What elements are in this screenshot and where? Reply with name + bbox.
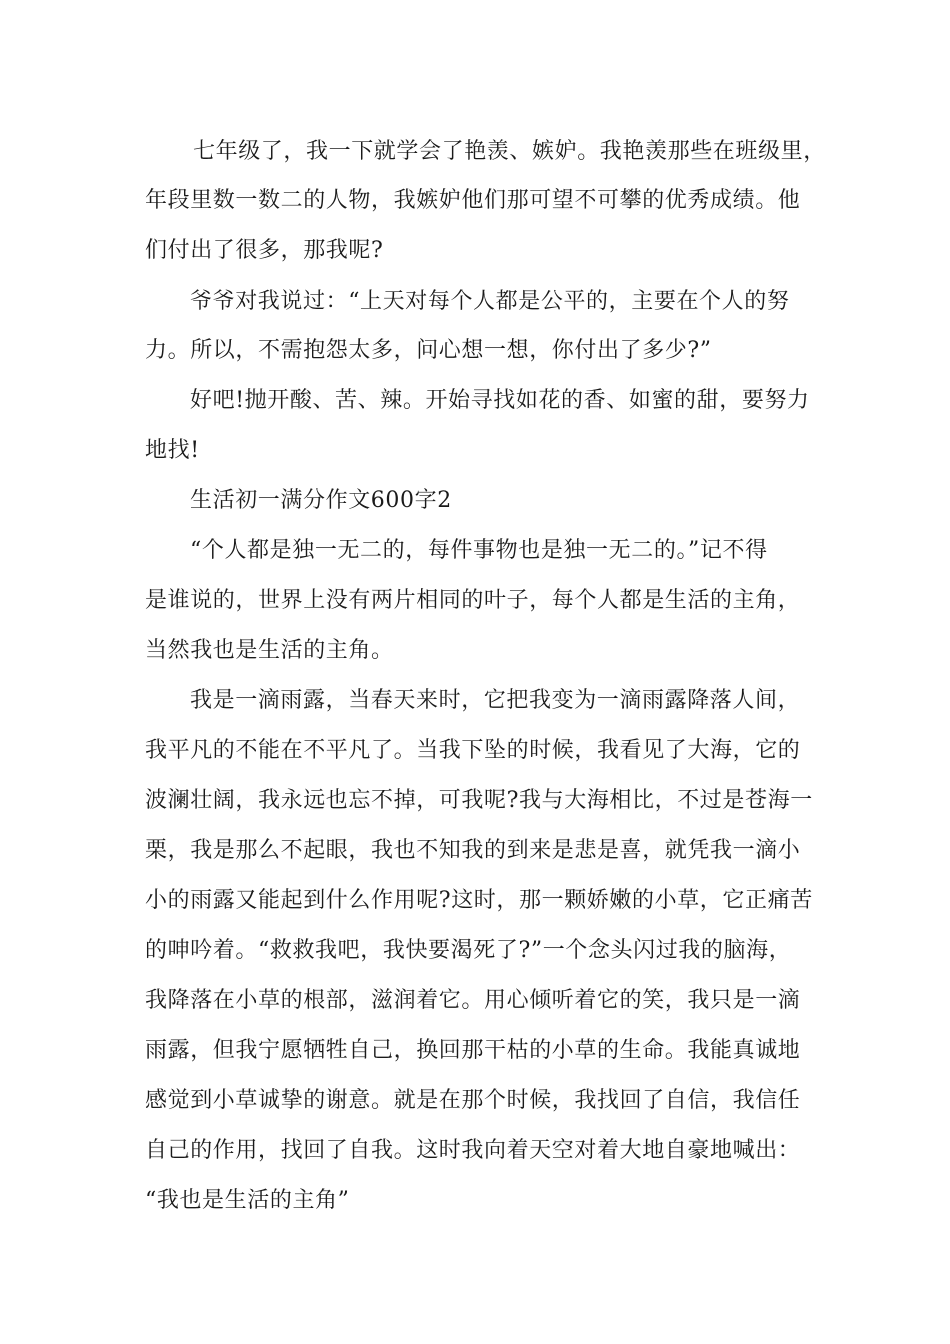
section-heading: 生活初一满分作文600字2 (190, 488, 452, 513)
text-line: 我平凡的不能在不平凡了。当我下坠的时候，我看见了大海，它的 (145, 738, 801, 763)
text-line: 的呻吟着。“救救我吧，我快要渴死了?”一个念头闪过我的脑海， (145, 938, 792, 963)
text-line: 雨露，但我宁愿牺牲自己，换回那干枯的小草的生命。我能真诚地 (145, 1038, 801, 1063)
text-line: “个人都是独一无二的，每件事物也是独一无二的。”记不得 (190, 538, 768, 563)
text-line: 波澜壮阔，我永远也忘不掉，可我呢?我与大海相比，不过是苍海一 (145, 788, 813, 813)
text-line: 七年级了，我一下就学会了艳羡、嫉妒。我艳羡那些在班级里， (193, 139, 826, 164)
text-line: 我降落在小草的根部，滋润着它。用心倾听着它的笑，我只是一滴 (145, 988, 801, 1013)
text-line: 年段里数一数二的人物，我嫉妒他们那可望不可攀的优秀成绩。他 (145, 188, 801, 213)
text-line: 好吧!抛开酸、苦、辣。开始寻找如花的香、如蜜的甜，要努力 (190, 388, 810, 413)
text-line: “我也是生活的主角” (145, 1188, 350, 1213)
text-line: 当然我也是生活的主角。 (145, 638, 394, 663)
text-line: 力。所以，不需抱怨太多，问心想一想，你付出了多少?” (145, 338, 712, 363)
text-line: 自己的作用，找回了自我。这时我向着天空对着大地自豪地喊出： (145, 1138, 801, 1163)
text-line: 感觉到小草诚挚的谢意。就是在那个时候，我找回了自信，我信任 (145, 1088, 801, 1113)
text-line: 们付出了很多，那我呢? (145, 238, 384, 263)
text-line: 地找! (145, 438, 200, 463)
text-line: 小的雨露又能起到什么作用呢?这时，那一颗娇嫩的小草，它正痛苦 (145, 888, 813, 913)
text-line: 栗，我是那么不起眼，我也不知我的到来是悲是喜，就凭我一滴小 (145, 838, 801, 863)
text-line: 是谁说的，世界上没有两片相同的叶子，每个人都是生活的主角， (145, 588, 801, 613)
text-line: 我是一滴雨露，当春天来时，它把我变为一滴雨露降落人间， (190, 688, 801, 713)
text-line: 爷爷对我说过：“上天对每个人都是公平的，主要在个人的努 (190, 289, 790, 314)
